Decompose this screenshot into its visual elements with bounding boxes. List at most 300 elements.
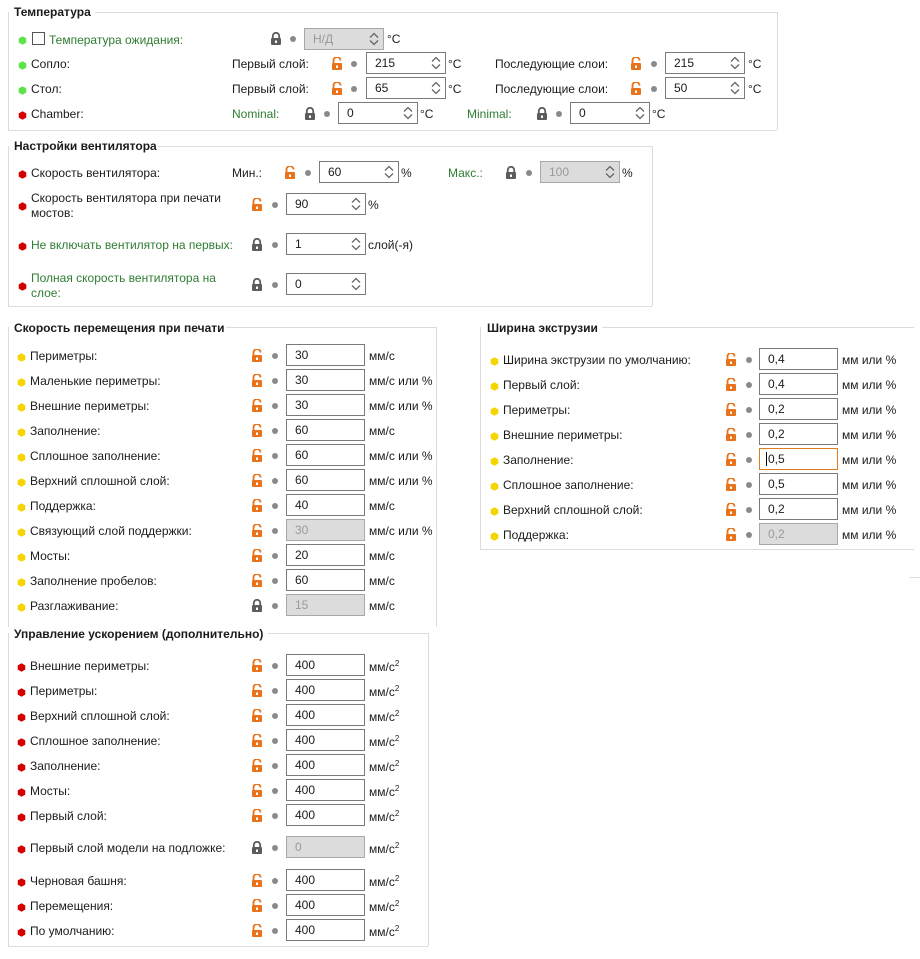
lock-open-icon[interactable] xyxy=(331,82,343,95)
width-external-perimeters-unit: мм или % xyxy=(842,428,897,442)
width-support-input xyxy=(759,523,838,545)
input-value: 0,2 xyxy=(768,502,785,516)
idle-temperature-checkbox[interactable] xyxy=(32,32,45,45)
lock-open-icon[interactable] xyxy=(725,528,737,541)
grey-dot-icon xyxy=(651,86,657,92)
accel-solid-infill-unit xyxy=(369,734,399,749)
grey-dot-icon xyxy=(305,170,311,176)
lock-open-icon[interactable] xyxy=(630,57,642,70)
nozzle-label: Сопло: xyxy=(31,57,70,71)
nozzle-first-layer-label: Первый слой: xyxy=(232,57,309,71)
accel-default-label: По умолчанию: xyxy=(30,924,115,938)
spin-arrows-icon[interactable] xyxy=(383,164,395,180)
width-infill-unit: мм или % xyxy=(842,453,897,467)
accel-perimeters-label: Периметры: xyxy=(30,684,98,698)
lock-open-icon[interactable] xyxy=(251,524,263,537)
lock-closed-icon[interactable] xyxy=(304,107,316,120)
accel-infill-label: Заполнение: xyxy=(30,759,101,773)
width-default-unit: мм или % xyxy=(842,353,897,367)
input-value: 60 xyxy=(295,448,309,462)
grey-dot-icon xyxy=(746,407,752,413)
lock-closed-icon[interactable] xyxy=(251,278,263,291)
fan-min-label: Мин.: xyxy=(232,166,262,180)
status-hexagon-icon xyxy=(490,355,499,364)
status-hexagon-icon xyxy=(17,901,26,910)
input-value: 30 xyxy=(295,523,309,537)
accel-external-perimeters-unit xyxy=(369,659,399,674)
width-perimeters-input[interactable] xyxy=(759,398,838,420)
input-value: 30 xyxy=(295,348,309,362)
grey-dot-icon xyxy=(272,878,278,884)
grey-dot-icon xyxy=(272,353,278,359)
fan-min-input[interactable] xyxy=(319,161,399,183)
spin-arrows-icon[interactable] xyxy=(604,164,616,180)
grey-dot-icon xyxy=(324,111,330,117)
status-hexagon-icon xyxy=(17,661,26,670)
input-value: 0,2 xyxy=(768,427,785,441)
speed-infill-label: Заполнение: xyxy=(30,424,101,438)
grey-dot-icon xyxy=(272,478,278,484)
width-perimeters-unit: мм или % xyxy=(842,403,897,417)
status-hexagon-icon xyxy=(17,926,26,935)
input-value: 0,5 xyxy=(768,452,785,466)
lock-open-icon[interactable] xyxy=(251,709,263,722)
lock-open-icon[interactable] xyxy=(251,399,263,412)
fan-bridge-unit: % xyxy=(368,198,379,212)
speed-external-perimeters-label: Внешние периметры: xyxy=(30,399,150,413)
accel-first-layer-input[interactable] xyxy=(286,804,365,826)
lock-open-icon[interactable] xyxy=(251,449,263,462)
width-external-perimeters-label: Внешние периметры: xyxy=(503,428,623,442)
status-hexagon-icon xyxy=(17,601,26,610)
width-solid-infill-input[interactable] xyxy=(759,473,838,495)
fan-disable-first-layers-label: Не включать вентилятор на первых: xyxy=(31,238,234,252)
input-value: Н/Д xyxy=(313,32,334,46)
fan-bridge-label-line2: мостов: xyxy=(31,206,74,220)
speed-solid-infill-label: Сплошное заполнение: xyxy=(30,449,161,463)
grey-dot-icon xyxy=(272,428,278,434)
speed-support-label: Поддержка: xyxy=(30,499,96,513)
status-hexagon-icon xyxy=(17,786,26,795)
chamber-minimal-input[interactable] xyxy=(570,102,650,124)
chamber-minimal-unit: °C xyxy=(652,107,666,121)
lock-open-icon[interactable] xyxy=(725,478,737,491)
lock-open-icon[interactable] xyxy=(251,198,263,211)
lock-open-icon[interactable] xyxy=(725,428,737,441)
speed-small-perimeters-label: Маленькие периметры: xyxy=(30,374,161,388)
lock-open-icon[interactable] xyxy=(251,924,263,937)
unit-superscript: 2 xyxy=(394,759,400,768)
bed-next-unit: °C xyxy=(748,82,762,96)
input-value: 400 xyxy=(295,783,316,797)
input-value: 30 xyxy=(295,398,309,412)
status-hexagon-icon xyxy=(18,59,27,68)
speed-gap-fill-label: Заполнение пробелов: xyxy=(30,574,157,588)
bed-next-layers-input[interactable] xyxy=(665,77,745,99)
accel-travel-input[interactable] xyxy=(286,894,365,916)
spin-arrows-icon[interactable] xyxy=(368,31,380,47)
unit-text: мм/с xyxy=(369,760,395,774)
speed-solid-infill-unit: мм/с или % xyxy=(369,449,433,463)
status-hexagon-icon xyxy=(17,843,26,852)
grey-dot-icon xyxy=(272,663,278,669)
lock-open-icon[interactable] xyxy=(251,499,263,512)
divider xyxy=(8,946,428,947)
input-value: 1 xyxy=(295,237,302,251)
accel-travel-label: Перемещения: xyxy=(30,899,114,913)
lock-open-icon[interactable] xyxy=(331,57,343,70)
input-value: 40 xyxy=(295,498,309,512)
speed-external-perimeters-input[interactable] xyxy=(286,394,365,416)
spin-arrows-icon[interactable] xyxy=(430,55,442,71)
lock-open-icon[interactable] xyxy=(725,353,737,366)
width-perimeters-label: Периметры: xyxy=(503,403,571,417)
grey-dot-icon xyxy=(746,532,752,538)
accel-travel-unit xyxy=(369,899,399,914)
lock-open-icon[interactable] xyxy=(251,784,263,797)
input-value: 15 xyxy=(295,598,309,612)
input-value: 400 xyxy=(295,758,316,772)
bed-label: Стол: xyxy=(31,82,62,96)
divider-vertical xyxy=(8,146,9,306)
input-value: 30 xyxy=(295,373,309,387)
grey-dot-icon xyxy=(272,813,278,819)
spin-arrows-icon[interactable] xyxy=(350,276,362,292)
status-hexagon-icon xyxy=(18,240,27,249)
accel-first-layer-label: Первый слой: xyxy=(30,809,107,823)
grey-dot-icon xyxy=(746,382,752,388)
grey-dot-icon xyxy=(272,242,278,248)
lock-open-icon[interactable] xyxy=(251,574,263,587)
grey-dot-icon xyxy=(272,378,278,384)
speed-small-perimeters-input[interactable] xyxy=(286,369,365,391)
speed-gap-fill-unit: мм/с xyxy=(369,574,395,588)
unit-text: мм/с xyxy=(369,685,395,699)
width-external-perimeters-input[interactable] xyxy=(759,423,838,445)
status-hexagon-icon xyxy=(17,576,26,585)
status-hexagon-icon xyxy=(18,200,27,209)
speed-support-unit: мм/с xyxy=(369,499,395,513)
input-value: 0 xyxy=(295,840,302,854)
grey-dot-icon xyxy=(272,503,278,509)
grey-dot-icon xyxy=(272,713,278,719)
spin-arrows-icon[interactable] xyxy=(402,105,414,121)
speed-external-perimeters-unit: мм/с или % xyxy=(369,399,433,413)
speed-support-interface-label: Связующий слой поддержки: xyxy=(30,524,192,538)
status-hexagon-icon xyxy=(490,430,499,439)
spin-arrows-icon[interactable] xyxy=(350,236,362,252)
idle-temperature-label: Температура ожидания: xyxy=(49,33,184,47)
speed-support-interface-unit: мм/с или % xyxy=(369,524,433,538)
accel-infill-input[interactable] xyxy=(286,754,365,776)
lock-open-icon[interactable] xyxy=(725,453,737,466)
grey-dot-icon xyxy=(272,553,278,559)
fan-full-speed-label-line1: Полная скорость вентилятора на xyxy=(31,271,216,285)
input-value: 215 xyxy=(674,56,695,70)
lock-open-icon[interactable] xyxy=(251,899,263,912)
status-hexagon-icon xyxy=(17,501,26,510)
width-support-unit: мм или % xyxy=(842,528,897,542)
status-hexagon-icon xyxy=(17,401,26,410)
status-hexagon-icon xyxy=(17,686,26,695)
lock-closed-icon[interactable] xyxy=(536,107,548,120)
unit-superscript: 2 xyxy=(394,809,400,818)
accel-solid-infill-input[interactable] xyxy=(286,729,365,751)
grey-dot-icon xyxy=(272,788,278,794)
speed-perimeters-input[interactable] xyxy=(286,344,365,366)
grey-dot-icon xyxy=(272,763,278,769)
divider-vertical xyxy=(777,12,778,130)
status-hexagon-icon xyxy=(17,876,26,885)
status-hexagon-icon xyxy=(18,280,27,289)
speed-ironing-input xyxy=(286,594,365,616)
accel-bridges-unit xyxy=(369,784,399,799)
lock-open-icon[interactable] xyxy=(725,403,737,416)
speed-top-solid-infill-label: Верхний сплошной слой: xyxy=(30,474,170,488)
speed-infill-unit: мм/с xyxy=(369,424,395,438)
input-value: 65 xyxy=(375,81,389,95)
unit-text: мм/с xyxy=(369,710,395,724)
lock-open-icon[interactable] xyxy=(251,474,263,487)
unit-text: мм/с xyxy=(369,900,395,914)
spin-arrows-icon[interactable] xyxy=(729,55,741,71)
fan-bridge-input[interactable] xyxy=(286,193,366,215)
status-hexagon-icon xyxy=(17,811,26,820)
grey-dot-icon xyxy=(526,170,532,176)
status-hexagon-icon xyxy=(18,34,27,43)
grey-dot-icon xyxy=(651,61,657,67)
lock-open-icon[interactable] xyxy=(284,166,296,179)
fan-bridge-label-line1: Скорость вентилятора при печати xyxy=(31,191,221,205)
grey-dot-icon xyxy=(746,432,752,438)
accel-bridges-input[interactable] xyxy=(286,779,365,801)
lock-open-icon[interactable] xyxy=(251,684,263,697)
speed-support-input[interactable] xyxy=(286,494,365,516)
lock-open-icon[interactable] xyxy=(251,374,263,387)
lock-open-icon[interactable] xyxy=(251,759,263,772)
section-title-extrusion-width: Ширина экструзии xyxy=(487,321,598,335)
width-support-label: Поддержка: xyxy=(503,528,569,542)
input-value: 50 xyxy=(674,81,688,95)
fan-max-unit: % xyxy=(622,166,633,180)
width-infill-label: Заполнение: xyxy=(503,453,574,467)
fan-disable-first-layers-input[interactable] xyxy=(286,233,366,255)
spin-arrows-icon[interactable] xyxy=(350,196,362,212)
accel-first-object-layer-input xyxy=(286,836,365,858)
speed-perimeters-unit: мм/с xyxy=(369,349,395,363)
unit-text: мм/с xyxy=(369,660,395,674)
speed-bridges-unit: мм/с xyxy=(369,549,395,563)
lock-closed-icon[interactable] xyxy=(270,32,282,45)
idle-temperature-unit: °C xyxy=(387,32,401,46)
speed-gap-fill-input[interactable] xyxy=(286,569,365,591)
divider-vertical xyxy=(8,327,9,627)
input-value: 0 xyxy=(295,277,302,291)
fan-disable-first-layers-unit: слой(-я) xyxy=(368,238,413,252)
width-top-solid-infill-label: Верхний сплошной слой: xyxy=(503,503,643,517)
status-hexagon-icon xyxy=(17,451,26,460)
status-hexagon-icon xyxy=(490,530,499,539)
grey-dot-icon xyxy=(290,36,296,42)
status-hexagon-icon xyxy=(17,351,26,360)
speed-bridges-input[interactable] xyxy=(286,544,365,566)
lock-open-icon[interactable] xyxy=(251,424,263,437)
section-title-fan: Настройки вентилятора xyxy=(14,139,157,153)
grey-dot-icon xyxy=(272,603,278,609)
spin-arrows-icon[interactable] xyxy=(634,105,646,121)
grey-dot-icon xyxy=(272,903,278,909)
width-default-input[interactable] xyxy=(759,348,838,370)
grey-dot-icon xyxy=(746,357,752,363)
speed-bridges-label: Мосты: xyxy=(30,549,71,563)
input-value: 400 xyxy=(295,658,316,672)
status-hexagon-icon xyxy=(17,376,26,385)
lock-open-icon[interactable] xyxy=(251,809,263,822)
lock-open-icon[interactable] xyxy=(251,349,263,362)
lock-open-icon[interactable] xyxy=(725,503,737,516)
input-value: 100 xyxy=(549,165,570,179)
fan-max-input xyxy=(540,161,620,183)
grey-dot-icon xyxy=(272,202,278,208)
lock-open-icon[interactable] xyxy=(251,549,263,562)
accel-default-input[interactable] xyxy=(286,919,365,941)
fan-min-unit: % xyxy=(401,166,412,180)
divider xyxy=(8,130,777,131)
divider-vertical xyxy=(428,633,429,946)
status-hexagon-icon xyxy=(18,168,27,177)
status-hexagon-icon xyxy=(490,505,499,514)
status-hexagon-icon xyxy=(17,426,26,435)
width-first-layer-input[interactable] xyxy=(759,373,838,395)
lock-open-icon[interactable] xyxy=(725,378,737,391)
accel-solid-infill-label: Сплошное заполнение: xyxy=(30,734,161,748)
nozzle-first-layer-input[interactable] xyxy=(366,52,446,74)
status-hexagon-icon xyxy=(17,476,26,485)
divider-vertical xyxy=(8,633,9,946)
accel-wipe-tower-input[interactable] xyxy=(286,869,365,891)
accel-infill-unit xyxy=(369,759,399,774)
speed-top-solid-infill-input[interactable] xyxy=(286,469,365,491)
status-hexagon-icon xyxy=(17,736,26,745)
status-hexagon-icon xyxy=(18,109,27,118)
fan-speed-label: Скорость вентилятора: xyxy=(31,166,161,180)
speed-support-interface-input xyxy=(286,519,365,541)
input-value: 0,2 xyxy=(768,402,785,416)
speed-perimeters-label: Периметры: xyxy=(30,349,98,363)
divider xyxy=(480,549,914,550)
divider-vertical xyxy=(652,146,653,306)
width-top-solid-infill-unit: мм или % xyxy=(842,503,897,517)
input-value: 60 xyxy=(295,573,309,587)
divider xyxy=(602,327,914,328)
input-value: 0,4 xyxy=(768,352,785,366)
width-solid-infill-label: Сплошное заполнение: xyxy=(503,478,634,492)
divider xyxy=(226,327,436,328)
chamber-nominal-unit: °C xyxy=(420,107,434,121)
accel-wipe-tower-label: Черновая башня: xyxy=(30,874,127,888)
status-hexagon-icon xyxy=(17,551,26,560)
unit-superscript: 2 xyxy=(394,784,400,793)
grey-dot-icon xyxy=(272,578,278,584)
status-hexagon-icon xyxy=(490,380,499,389)
spin-arrows-icon[interactable] xyxy=(729,80,741,96)
grey-dot-icon xyxy=(272,738,278,744)
lock-open-icon[interactable] xyxy=(251,734,263,747)
speed-solid-infill-input[interactable] xyxy=(286,444,365,466)
accel-bridges-label: Мосты: xyxy=(30,784,71,798)
lock-closed-icon[interactable] xyxy=(505,166,517,179)
speed-ironing-label: Разглаживание: xyxy=(30,599,119,613)
accel-top-solid-infill-input[interactable] xyxy=(286,704,365,726)
bed-first-layer-input[interactable] xyxy=(366,77,446,99)
idle-temperature-input xyxy=(304,28,384,50)
lock-open-icon[interactable] xyxy=(251,659,263,672)
status-hexagon-icon xyxy=(490,480,499,489)
input-value: 400 xyxy=(295,683,316,697)
section-title-acceleration: Управление ускорением (дополнительно) xyxy=(14,627,264,641)
width-solid-infill-unit: мм или % xyxy=(842,478,897,492)
unit-text: мм/с xyxy=(369,925,395,939)
unit-superscript: 2 xyxy=(394,684,400,693)
width-top-solid-infill-input[interactable] xyxy=(759,498,838,520)
divider xyxy=(268,633,428,634)
width-default-label: Ширина экструзии по умолчанию: xyxy=(503,353,691,367)
nozzle-next-layers-label: Последующие слои: xyxy=(495,57,609,71)
lock-closed-icon[interactable] xyxy=(251,841,263,854)
speed-ironing-unit: мм/с xyxy=(369,599,395,613)
unit-superscript: 2 xyxy=(394,924,400,933)
grey-dot-icon xyxy=(272,282,278,288)
unit-superscript: 2 xyxy=(394,709,400,718)
width-infill-input[interactable] xyxy=(759,448,838,470)
speed-small-perimeters-unit: мм/с или % xyxy=(369,374,433,388)
grey-dot-icon xyxy=(272,845,278,851)
nozzle-next-unit: °C xyxy=(748,57,762,71)
lock-closed-icon[interactable] xyxy=(251,599,263,612)
input-value: 400 xyxy=(295,808,316,822)
lock-open-icon[interactable] xyxy=(251,874,263,887)
unit-superscript: 2 xyxy=(394,734,400,743)
chamber-minimal-label: Minimal: xyxy=(467,107,512,121)
fan-full-speed-label-line2: слое: xyxy=(31,286,61,300)
accel-top-solid-infill-unit xyxy=(369,709,399,724)
input-value: 215 xyxy=(375,56,396,70)
input-value: 0 xyxy=(347,106,354,120)
status-hexagon-icon xyxy=(18,84,27,93)
input-value: 400 xyxy=(295,873,316,887)
input-value: 0,4 xyxy=(768,377,785,391)
speed-infill-input[interactable] xyxy=(286,419,365,441)
divider-vertical xyxy=(436,327,437,627)
chamber-nominal-input[interactable] xyxy=(338,102,418,124)
accel-perimeters-input[interactable] xyxy=(286,679,365,701)
lock-closed-icon[interactable] xyxy=(251,238,263,251)
fan-full-speed-layer-input[interactable] xyxy=(286,273,366,295)
fan-max-label: Макс.: xyxy=(448,166,483,180)
unit-superscript: 2 xyxy=(394,659,400,668)
input-value: 60 xyxy=(295,423,309,437)
lock-open-icon[interactable] xyxy=(630,82,642,95)
accel-external-perimeters-input[interactable] xyxy=(286,654,365,676)
divider xyxy=(910,577,920,578)
spin-arrows-icon[interactable] xyxy=(430,80,442,96)
grey-dot-icon xyxy=(746,457,752,463)
divider-vertical xyxy=(8,12,9,130)
speed-top-solid-infill-unit: мм/с или % xyxy=(369,474,433,488)
nozzle-next-layers-input[interactable] xyxy=(665,52,745,74)
status-hexagon-icon xyxy=(490,405,499,414)
input-value: 0 xyxy=(579,106,586,120)
